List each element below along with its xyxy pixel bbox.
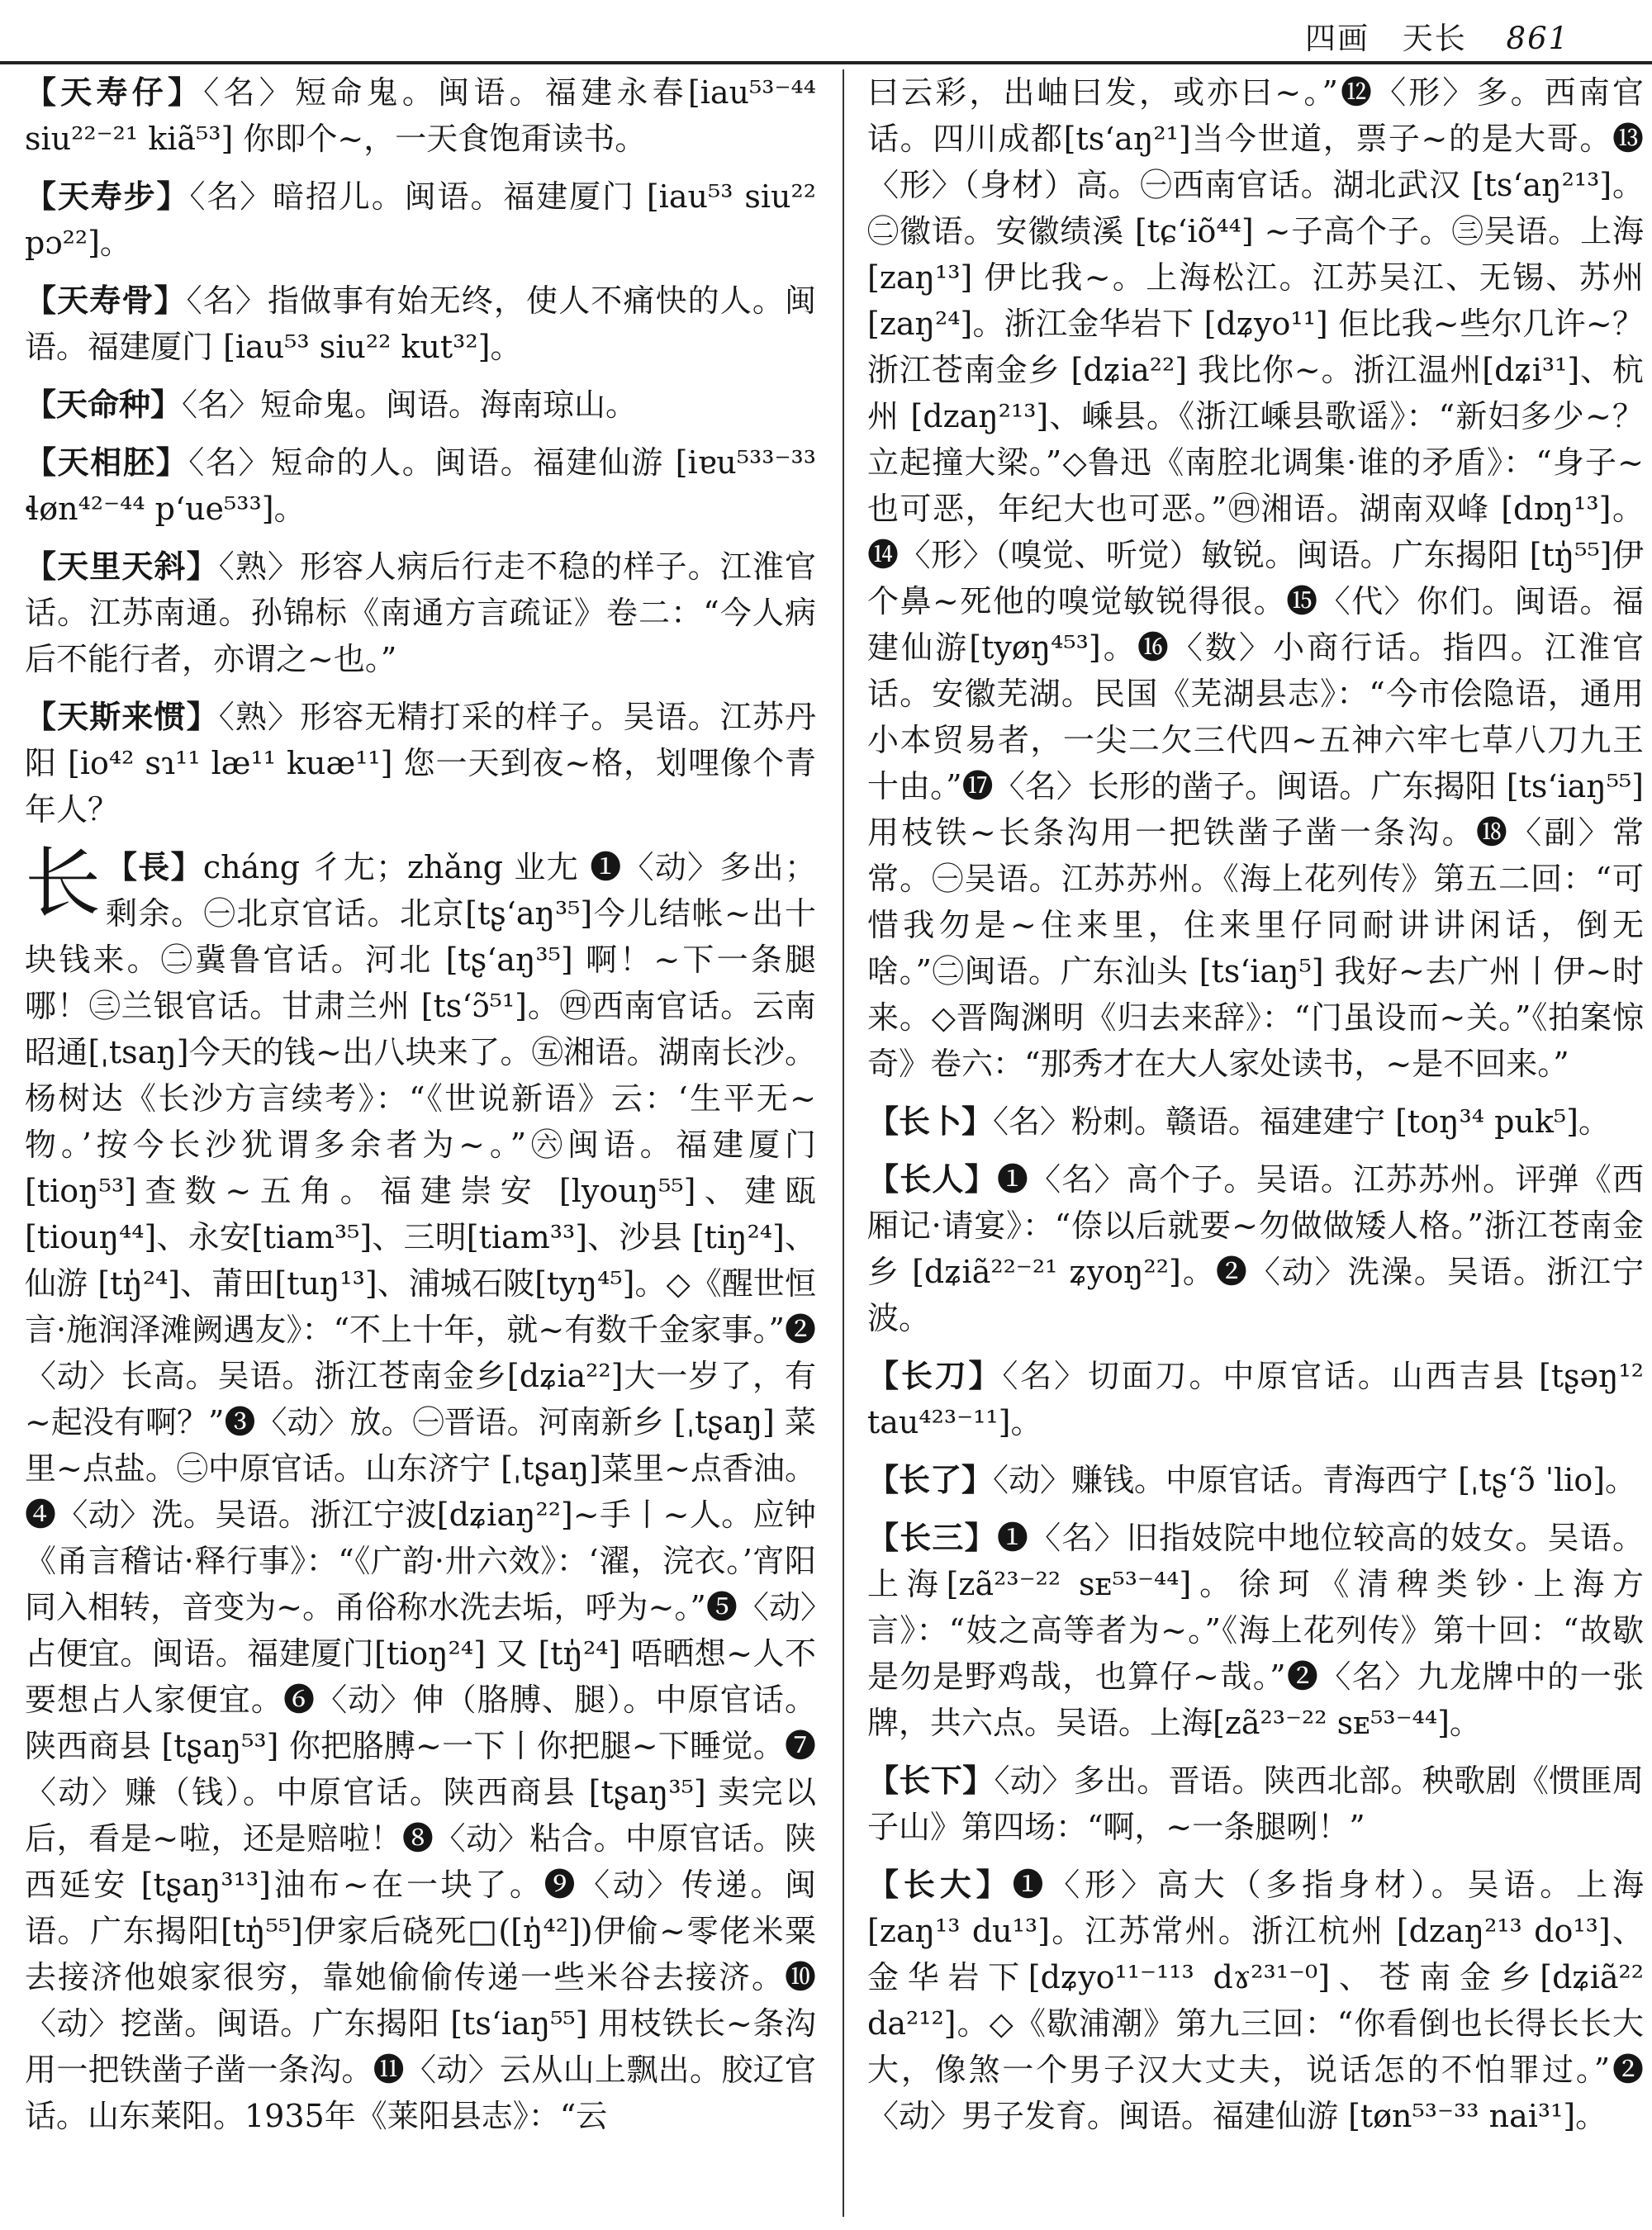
entry-text: 曰云彩，出岫曰发，或亦曰~。”⓬〈形〉多。西南官话。四川成都[tsʻaŋ²¹]当今世道，票子~的是大哥。⓭〈形〉（身材）高。㊀西南官话。湖北武汉 [tsʻaŋ²¹³]。㊁徽语。安徽绩溪 [tɕʻiõ⁴⁴] ~子高个子。㊂吴语。上海[zaŋ¹³] 伊比我~。上海松江。江苏吴江、无锡、苏州[zaŋ²⁴]。浙江金华岩下 [dʑyo¹¹] 佢比我~些尔几许~？浙江苍南金乡 [dʑia²²] 我比你~。浙江温州[dʑi³¹]、杭州 [dzaŋ²¹³]、嵊县。《浙江嵊县歌谣》：“新妇多少~？立起撞大梁。”◇鲁迅《南腔北调集·谁的矛盾》：“身子~也可恶，年纪大也可恶。”㊃湘语。湖南双峰 [dɒŋ¹³]。⓮〈形〉（嗅觉、听觉）敏锐。闽语。广东揭阳 [tŋ̍⁵⁵]伊个鼻~死他的嗅觉敏锐得很。⓯〈代〉你们。闽语。福建仙游[tyøŋ⁴⁵³]。⓰〈数〉小商行话。指四。江淮官话。安徽芜湖。民国《芜湖县志》：“今市侩隐语，通用小本贸易者，一尖二欠三代四~五神六牢七草八刀九王十由。”⓱〈名〉长形的凿子。闽语。广东揭阳 [tsʻiaŋ⁵⁵] 用枝铁~长条沟用一把铁凿子凿一条沟。⓲〈副〉常常。㊀吴语。江苏苏州。《海上花列传》第五二回：“可惜我勿是~住来里，住来里仔同耐讲讲闲话，倒无啥。”㊁闽语。广东汕头 [tsʻiaŋ⁵] 我好~去广州丨伊~时来。◇晋陶渊明《归去来辞》：“门虽设而~关。”《拍案惊奇》卷六：“那秀才在大人家处读书，~是不回来。” bbox=[867, 74, 1644, 1082]
entry-text: 〈名〉短命的人。闽语。福建仙游 [iɐu⁵³³⁻³³ ɬøn⁴²⁻⁴⁴ pʻue⁵³³]。 bbox=[25, 444, 816, 527]
left-column bbox=[25, 69, 816, 2217]
entry-text: ❶〈形〉高大（多指身材）。吴语。上海 [zaŋ¹³ du¹³]。江苏常州。浙江杭州 [dzaŋ²¹³ do¹³]、金华岩下[dʑyo¹¹⁻¹¹³ dɤ²³¹⁻⁰]、苍南金乡[dʑiã²² da²¹²]。◇《歇浦潮》第九三回：“你看倒也长得长长大大，像煞一个男子汉大丈夫，说话怎的不怕罪过。”❷〈动〉男子发育。闽语。福建仙游 [tøn⁵³⁻³³ nai³¹]。 bbox=[867, 1867, 1644, 2134]
entry bbox=[25, 69, 816, 162]
traditional-form: 【長】 bbox=[106, 848, 203, 885]
entry bbox=[867, 1758, 1644, 1850]
entry-headword: 【长卜】 bbox=[867, 1103, 994, 1140]
entry bbox=[25, 173, 816, 266]
column-divider bbox=[843, 69, 844, 2217]
entry-headword: 【长大】 bbox=[867, 1866, 1013, 1903]
entry bbox=[867, 1457, 1644, 1503]
entry-text: 〈名〉粉刺。赣语。福建建宁 [toŋ³⁴ puk⁵]。 bbox=[993, 1103, 1610, 1140]
entry bbox=[867, 1862, 1644, 2139]
section-rubric: 四画 bbox=[1305, 21, 1370, 56]
entry-headword: 【天命种】 bbox=[25, 386, 183, 423]
entry bbox=[867, 1515, 1644, 1746]
entry-continuation bbox=[867, 69, 1644, 1087]
page-number: 861 bbox=[1506, 21, 1570, 56]
entry-text: cháng 彳尢；zhǎng 业尢 ❶〈动〉多出；剩余。㊀北京官话。北京[tʂʻaŋ³⁵]今儿结帐~出十块钱来。㊁冀鲁官话。河北 [tʂʻaŋ³⁵] 啊！~下一条腿哪！㊂兰银官话。甘肃兰州 [tsʻɔ̃⁵¹]。㊃西南官话。云南昭通[ˌtsaŋ]今天的钱~出八块来了。㊄湘语。湖南长沙。杨树达《长沙方言续考》：“《世说新语》云：‘生平无~物。’按今长沙犹谓多余者为~。”㊅闽语。福建厦门[tioŋ⁵³]查数~五角。福建崇安 [lyouŋ⁵⁵]、建瓯 [tiouŋ⁴⁴]、永安[tiam³⁵]、三明[tiam³³]、沙县 [tiŋ²⁴]、仙游 [tŋ̍²⁴]、莆田[tuŋ¹³]、浦城石陂[tyŋ⁴⁵]。◇《醒世恒言·施润泽滩阙遇友》：“不上十年，就~有数千金家事。”❷〈动〉长高。吴语。浙江苍南金乡[dʑia²²]大一岁了，有~起没有啊？”❸〈动〉放。㊀晋语。河南新乡 [ˌtʂaŋ] 菜里~点盐。㊁中原官话。山东济宁 [ˌtʂaŋ]菜里~点香油。❹〈动〉洗。吴语。浙江宁波[dʑiaŋ²²]~手丨~人。应钟《甬言稽诂·释行事》：“《广韵·卅六效》：‘濯，浣衣。’宵阳同入相转，音变为~。甬俗称水洗去垢，呼为~。”❺〈动〉占便宜。闽语。福建厦门[tioŋ²⁴] 又 [tŋ̍²⁴] 唔晒想~人不要想占人家便宜。❻〈动〉伸（胳膊、腿）。中原官话。陕西商县 [tʂaŋ⁵³] 你把胳膊~一下丨你把腿~下睡觉。❼〈动〉赚（钱）。中原官话。陕西商县 [tʂaŋ³⁵] 卖完以后，看是~啦，还是赔啦！❽〈动〉粘合。中原官话。陕西延安 [tʂaŋ³¹³]油布~在一块了。❾〈动〉传递。闽语。广东揭阳[tŋ̍⁵⁵]伊家后硗死□([ŋ̍⁴²])伊偷~零佬米粟去接济他娘家很穷，靠她偷偷传递一些米谷去接济。❿〈动〉挖凿。闽语。广东揭阳 [tsʻiaŋ⁵⁵] 用枝铁长~条沟用一把铁凿子凿一条沟。⓫〈动〉云从山上飘出。胶辽官话。山东莱阳。1935年《莱阳县志》：“云 bbox=[25, 849, 816, 2134]
right-column bbox=[867, 69, 1644, 2217]
entry-text: 〈名〉暗招儿。闽语。福建厦门 [iau⁵³ siu²² pɔ²²]。 bbox=[25, 178, 816, 261]
entry bbox=[25, 439, 816, 532]
entry-text: 〈熟〉形容无精打采的样子。吴语。江苏丹阳 [io⁴² sɿ¹¹ læ¹¹ kuæ¹¹] 您一天到夜~格，划哩像个青年人？ bbox=[25, 699, 816, 828]
entry bbox=[867, 1156, 1644, 1341]
entry-headword: 【天寿步】 bbox=[25, 178, 190, 215]
entry-headword: 【长三】 bbox=[867, 1519, 997, 1556]
entry-headword: 【天斯来惯】 bbox=[25, 698, 219, 735]
entry-text: 〈名〉指做事有始无终，使人不痛快的人。闽语。福建厦门 [iau⁵³ siu²² kut³²]。 bbox=[25, 282, 816, 365]
entry-headword: 【长了】 bbox=[867, 1461, 994, 1498]
entry-headword: 【天寿仔】 bbox=[25, 74, 204, 111]
main-character: 长 bbox=[25, 839, 102, 928]
entry-text: 〈动〉多出。晋语。陕西北部。秧歌剧《惯匪周子山》第四场：“啊，~一条腿咧！” bbox=[867, 1763, 1644, 1845]
entry-headword: 【长刀】 bbox=[867, 1357, 1003, 1394]
entry-text: 〈名〉切面刀。中原官话。山西吉县 [tʂəŋ¹² tau⁴²³⁻¹¹]。 bbox=[867, 1358, 1644, 1440]
entry-text: 〈动〉赚钱。中原官话。青海西宁 [ˌtʂʻɔ̃ ˈlio]。 bbox=[993, 1462, 1637, 1498]
head-characters: 天长 bbox=[1402, 21, 1467, 56]
entry bbox=[25, 694, 816, 833]
entry-headword: 【天寿骨】 bbox=[25, 282, 187, 319]
main-entry bbox=[25, 839, 816, 2139]
entry-text: ❶〈名〉高个子。吴语。江苏苏州。评弹《西厢记·请宴》：“倷以后就要~勿做做矮人格。”浙江苍南金乡 [dʑiã²²⁻²¹ ʑyoŋ²²]。❷〈动〉洗澡。吴语。浙江宁波。 bbox=[867, 1161, 1644, 1336]
entry-headword: 【天里天斜】 bbox=[25, 548, 219, 585]
entry-text: ❶〈名〉旧指妓院中地位较高的妓女。吴语。上海[zã²³⁻²² sᴇ⁵³⁻⁴⁴]。徐珂《清稗类钞·上海方言》：“妓之高等者为~。”《海上花列传》第十回：“故歇是勿是野鸡哉，也算仔~哉。”❷〈名〉九龙牌中的一张牌，共六点。吴语。上海[zã²³⁻²² sᴇ⁵³⁻⁴⁴]。 bbox=[867, 1520, 1644, 1741]
entry bbox=[25, 382, 816, 428]
entry bbox=[25, 543, 816, 682]
entry-headword: 【天相胚】 bbox=[25, 444, 189, 481]
entry bbox=[25, 278, 816, 370]
entry-text: 〈名〉短命鬼。闽语。海南琼山。 bbox=[182, 387, 638, 423]
entry-text: 〈熟〉形容人病后行走不稳的样子。江淮官话。江苏南通。孙锦标《南通方言疏证》卷二：“今人病后不能行者，亦谓之~也。” bbox=[25, 548, 816, 677]
running-header bbox=[1305, 13, 1569, 58]
entry bbox=[867, 1353, 1644, 1445]
header-rule bbox=[0, 61, 1652, 64]
entry bbox=[867, 1098, 1644, 1145]
entry-headword: 【长人】 bbox=[867, 1160, 997, 1198]
entry-text: 〈名〉短命鬼。闽语。福建永春[iau⁵³⁻⁴⁴ siu²²⁻²¹ kiã⁵³] 你即个~，一天食饱甭读书。 bbox=[25, 74, 816, 157]
entry-headword: 【长下】 bbox=[867, 1762, 995, 1799]
